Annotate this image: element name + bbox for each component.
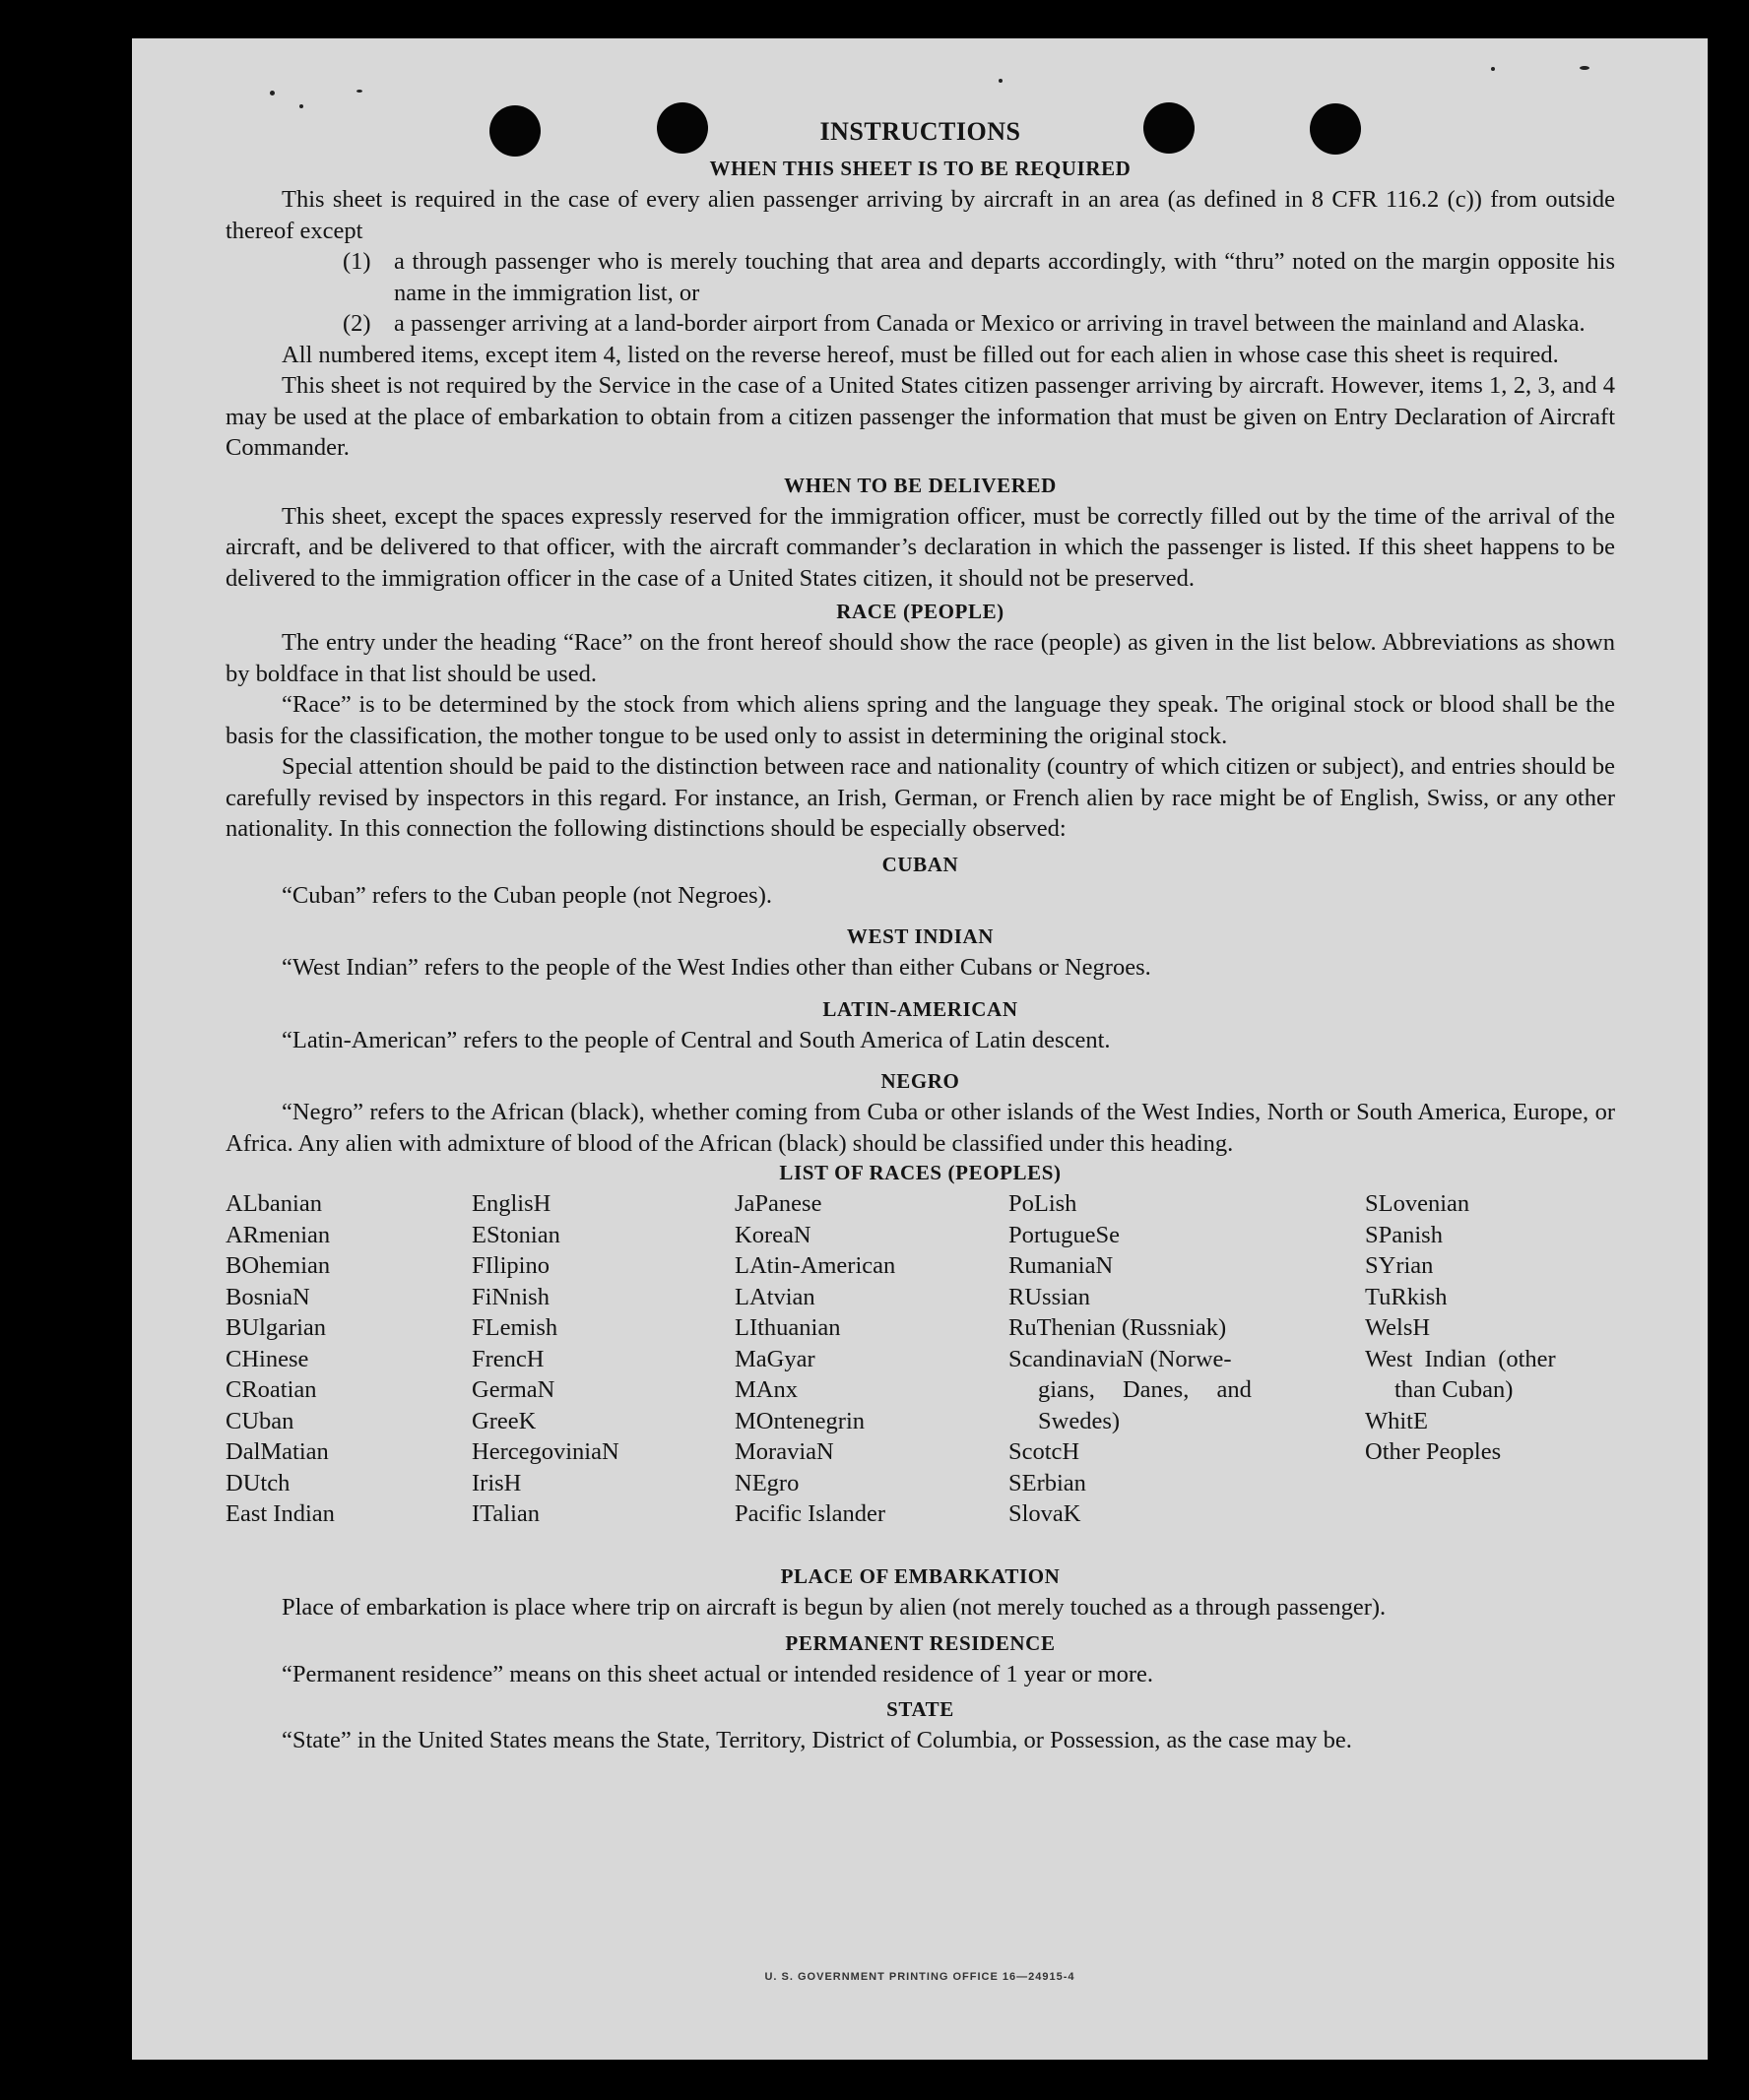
race-entry: CUban xyxy=(226,1407,294,1434)
paragraph: The entry under the heading “Race” on the front hereof should show the race (people) as given in the list below. Abbreviations as shown by boldface in that list should be used. xyxy=(226,629,1615,687)
paragraph: Place of embarkation is place where trip on aircraft is begun by alien (not merely touched as a through passenger). xyxy=(282,1594,1387,1621)
race-entry: JaPanese xyxy=(735,1190,822,1217)
section-title-state: STATE xyxy=(886,1697,954,1721)
race-entry: RumaniaN xyxy=(1008,1252,1114,1279)
race-entry: than Cuban) xyxy=(1394,1376,1514,1403)
race-entry: GreeK xyxy=(472,1407,537,1434)
race-entry: SPanish xyxy=(1365,1221,1443,1248)
race-column-5 xyxy=(1365,1188,1613,1468)
race-entry: ARmenian xyxy=(226,1221,331,1248)
race-list xyxy=(226,1188,1615,1559)
definition-text: “Latin-American” refers to the people of Central and South America of Latin descent. xyxy=(282,1026,1111,1053)
exception-item xyxy=(226,308,1615,340)
race-entry: PoLish xyxy=(1008,1190,1077,1217)
race-entry: LIthuanian xyxy=(735,1314,841,1341)
race-entry: gians, Danes, and xyxy=(1038,1376,1252,1403)
race-entry: BUlgarian xyxy=(226,1314,327,1341)
section-title-when-delivered: WHEN TO BE DELIVERED xyxy=(784,473,1057,497)
race-entry: KoreaN xyxy=(735,1221,811,1248)
race-entry: SlovaK xyxy=(1008,1500,1081,1527)
race-entry: SErbian xyxy=(1008,1469,1086,1496)
race-entry: NEgro xyxy=(735,1469,800,1496)
race-entry: SYrian xyxy=(1365,1252,1434,1279)
race-entry: ITalian xyxy=(472,1500,541,1527)
race-entry: FIlipino xyxy=(472,1252,550,1279)
race-entry: GermaN xyxy=(472,1376,555,1403)
race-entry: DalMatian xyxy=(226,1438,329,1465)
speck xyxy=(1580,66,1589,70)
paragraph: This sheet, except the spaces expressly reserved for the immigration officer, must be correctly filled out by the time of the arrival of the aircraft, and be delivered to that officer, with the aircraft commander’s declaration in which the passenger is listed. If this sheet happens to be delivered to the immigration officer in the case of a United States citizen, it should not be preserved. xyxy=(226,502,1615,592)
exception-number: (2) xyxy=(343,310,371,337)
race-entry: MoraviaN xyxy=(735,1438,834,1465)
exception-text: a passenger arriving at a land-border airport from Canada or Mexico or arriving in travel between the mainland and Alaska. xyxy=(394,310,1586,337)
section-title-negro: NEGRO xyxy=(880,1069,960,1093)
race-column-2 xyxy=(472,1188,619,1530)
race-entry: EStonian xyxy=(472,1221,560,1248)
section-title-race: RACE (PEOPLE) xyxy=(836,600,1004,623)
paragraph: “Race” is to be determined by the stock from which aliens spring and the language they speak. The original stock or blood shall be the basis for the classification, the mother tongue to be used only to assist in determining the original stock. xyxy=(226,691,1615,749)
section-title-latin-american: LATIN-AMERICAN xyxy=(822,996,1018,1021)
printing-office-footer: U. S. GOVERNMENT PRINTING OFFICE 16—24915-4 xyxy=(764,1971,1075,1983)
paragraph: This sheet is required in the case of every alien passenger arriving by aircraft in an area (as defined in 8 CFR 116.2 (c)) from outside thereof except xyxy=(226,186,1615,244)
speck xyxy=(1491,67,1495,71)
race-entry: FLemish xyxy=(472,1314,558,1341)
race-entry: MAnx xyxy=(735,1376,798,1403)
exception-text: a through passenger who is merely touching that area and departs accordingly, with “thru” noted on the margin opposite his name in the immigration list, or xyxy=(394,248,1615,306)
paragraph: This sheet is not required by the Service in the case of a United States citizen passenger arriving by aircraft. However, items 1, 2, 3, and 4 may be used at the place of embarkation to obtain from a citizen passenger the information that must be given on Entry Declaration of Aircraft Commander. xyxy=(226,372,1615,461)
section-title-list-of-races: LIST OF RACES (PEOPLES) xyxy=(779,1161,1062,1184)
race-entry: PortugueSe xyxy=(1008,1221,1120,1248)
race-entry: SLovenian xyxy=(1365,1190,1470,1217)
race-entry: RuThenian (Russniak) xyxy=(1008,1314,1227,1341)
race-entry: Other Peoples xyxy=(1365,1438,1502,1465)
race-entry: MOntenegrin xyxy=(735,1407,865,1434)
page-title: INSTRUCTIONS xyxy=(819,117,1021,146)
section-title-when-required: WHEN THIS SHEET IS TO BE REQUIRED xyxy=(709,157,1132,180)
race-column-3 xyxy=(735,1188,895,1530)
race-entry: CRoatian xyxy=(226,1376,317,1403)
race-entry: East Indian xyxy=(226,1500,335,1527)
paragraph: All numbered items, except item 4, listed on the reverse hereof, must be filled out for each alien in whose case this sheet is required. xyxy=(282,341,1559,368)
speck xyxy=(356,90,362,93)
exception-item xyxy=(226,246,1615,308)
paragraph: “State” in the United States means the State, Territory, District of Columbia, or Possession, as the case may be. xyxy=(282,1727,1352,1753)
section-title-embarkation: PLACE OF EMBARKATION xyxy=(780,1564,1061,1588)
race-entry: IrisH xyxy=(472,1469,522,1496)
race-entry: CHinese xyxy=(226,1345,309,1372)
race-entry: HercegoviniaN xyxy=(472,1438,619,1465)
race-entry: FiNnish xyxy=(472,1283,550,1310)
race-entry: DUtch xyxy=(226,1469,291,1496)
race-column-4 xyxy=(1008,1188,1286,1530)
document-page xyxy=(132,38,1708,2060)
race-entry: West Indian (other xyxy=(1365,1345,1556,1372)
race-entry: WelsH xyxy=(1365,1314,1431,1341)
definition-text: “West Indian” refers to the people of the West Indies other than either Cubans or Negroes. xyxy=(282,954,1151,981)
section-title-cuban: CUBAN xyxy=(881,852,959,876)
speck xyxy=(999,79,1003,83)
instructions-body xyxy=(226,117,1615,1756)
race-column-1 xyxy=(226,1188,335,1530)
section-title-west-indian: WEST INDIAN xyxy=(846,924,995,948)
paragraph: Special attention should be paid to the distinction between race and nationality (country of which citizen or subject), and entries should be carefully revised by inspectors in this regard. For instance, an Irish, German, or French alien by race might be of English, Swiss, or any other nationality. In this connection the following distinctions should be especially observed: xyxy=(226,753,1615,842)
race-entry: BosniaN xyxy=(226,1283,310,1310)
race-entry: LAtin-American xyxy=(735,1252,896,1279)
definition-text: “Permanent residence” means on this sheet actual or intended residence of 1 year or more. xyxy=(282,1660,1154,1687)
race-entry: EnglisH xyxy=(472,1190,551,1217)
race-entry: RUssian xyxy=(1008,1283,1091,1310)
race-entry: Pacific Islander xyxy=(735,1500,886,1527)
race-entry: WhitE xyxy=(1365,1407,1428,1434)
definition-text: “Cuban” refers to the Cuban people (not Negroes). xyxy=(282,881,772,909)
speck xyxy=(299,104,303,108)
paragraph: “Negro” refers to the African (black), whether coming from Cuba or other islands of the West Indies, North or South America, Europe, or Africa. Any alien with admixture of blood of the African (black) should be classified under this heading. xyxy=(226,1099,1615,1157)
race-entry: LAtvian xyxy=(735,1283,815,1310)
race-entry: ScotcH xyxy=(1008,1438,1080,1465)
race-entry: FrencH xyxy=(472,1345,545,1372)
race-entry: BOhemian xyxy=(226,1252,331,1279)
race-entry: TuRkish xyxy=(1365,1283,1448,1310)
race-entry: ALbanian xyxy=(226,1190,322,1217)
exception-number: (1) xyxy=(343,248,371,275)
race-entry: Swedes) xyxy=(1038,1407,1121,1434)
race-entry: MaGyar xyxy=(735,1345,815,1372)
section-title-permanent-residence: PERMANENT RESIDENCE xyxy=(785,1630,1056,1655)
race-entry: ScandinaviaN (Norwe- xyxy=(1008,1345,1232,1372)
speck xyxy=(270,91,275,95)
